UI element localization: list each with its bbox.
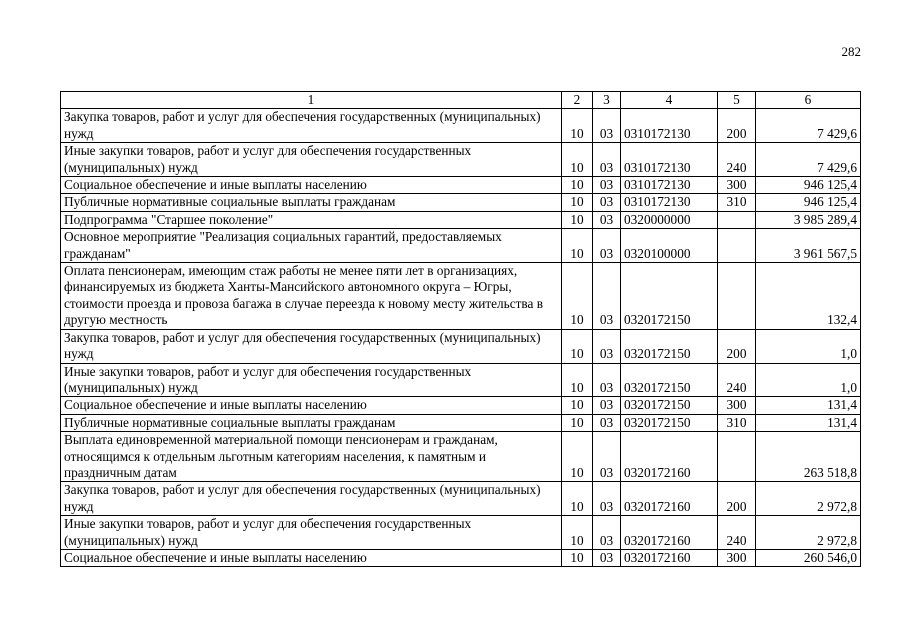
subsection-code-cell: 03 [593, 263, 621, 330]
amount-cell: 946 125,4 [756, 194, 861, 211]
target-article-cell: 0310172130 [621, 194, 718, 211]
amount-cell: 263 518,8 [756, 432, 861, 482]
target-article-cell: 0320172160 [621, 549, 718, 566]
item-name-cell: Закупка товаров, работ и услуг для обеспечения государственных (муниципальных) нужд [61, 329, 562, 363]
item-name-cell: Выплата единовременной материальной помощи пенсионерам и гражданам, относящимся к отдельным льготным категориям населения, к памятным и праздничным датам [61, 432, 562, 482]
amount-cell: 2 972,8 [756, 482, 861, 516]
section-code-cell: 10 [562, 263, 593, 330]
table-row [61, 109, 861, 143]
section-code-cell: 10 [562, 194, 593, 211]
subsection-code-cell: 03 [593, 363, 621, 397]
column-header: 1 [61, 92, 562, 109]
table-row [61, 143, 861, 177]
target-article-cell: 0320172150 [621, 263, 718, 330]
expense-type-cell: 300 [718, 397, 756, 414]
section-code-cell: 10 [562, 516, 593, 550]
expense-type-cell [718, 211, 756, 228]
section-code-cell: 10 [562, 549, 593, 566]
section-code-cell: 10 [562, 414, 593, 431]
item-name-cell: Публичные нормативные социальные выплаты гражданам [61, 414, 562, 431]
section-code-cell: 10 [562, 482, 593, 516]
target-article-cell: 0320172160 [621, 432, 718, 482]
item-name-cell: Социальное обеспечение и иные выплаты населению [61, 549, 562, 566]
table-row [61, 516, 861, 550]
page-number: 282 [841, 44, 861, 59]
item-name-cell: Публичные нормативные социальные выплаты гражданам [61, 194, 562, 211]
amount-cell: 1,0 [756, 363, 861, 397]
target-article-cell: 0320172150 [621, 397, 718, 414]
expense-type-cell [718, 263, 756, 330]
amount-cell: 946 125,4 [756, 177, 861, 194]
table-row [61, 194, 861, 211]
item-name-cell: Закупка товаров, работ и услуг для обеспечения государственных (муниципальных) нужд [61, 109, 562, 143]
table-row [61, 397, 861, 414]
target-article-cell: 0310172130 [621, 109, 718, 143]
amount-cell: 7 429,6 [756, 109, 861, 143]
subsection-code-cell: 03 [593, 329, 621, 363]
amount-cell: 132,4 [756, 263, 861, 330]
amount-cell: 2 972,8 [756, 516, 861, 550]
section-code-cell: 10 [562, 329, 593, 363]
subsection-code-cell: 03 [593, 177, 621, 194]
subsection-code-cell: 03 [593, 549, 621, 566]
amount-cell: 7 429,6 [756, 143, 861, 177]
table-row [61, 363, 861, 397]
expense-type-cell: 200 [718, 329, 756, 363]
target-article-cell: 0320172150 [621, 329, 718, 363]
item-name-cell: Социальное обеспечение и иные выплаты населению [61, 397, 562, 414]
expense-type-cell: 240 [718, 516, 756, 550]
section-code-cell: 10 [562, 177, 593, 194]
subsection-code-cell: 03 [593, 229, 621, 263]
subsection-code-cell: 03 [593, 414, 621, 431]
item-name-cell: Закупка товаров, работ и услуг для обеспечения государственных (муниципальных) нужд [61, 482, 562, 516]
table-row [61, 414, 861, 431]
item-name-cell: Социальное обеспечение и иные выплаты населению [61, 177, 562, 194]
expense-type-cell: 200 [718, 109, 756, 143]
column-header: 4 [621, 92, 718, 109]
item-name-cell: Оплата пенсионерам, имеющим стаж работы не менее пяти лет в организациях, финансируемых из бюджета Ханты-Мансийского автономного округа – Югры, стоимости проезда и провоза багажа в случае переезда к новому месту жительства в другую местность [61, 263, 562, 330]
budget-table [60, 91, 861, 567]
expense-type-cell: 240 [718, 143, 756, 177]
table-header-row [61, 92, 861, 109]
item-name-cell: Подпрограмма "Старшее поколение" [61, 211, 562, 228]
expense-type-cell [718, 229, 756, 263]
column-header: 5 [718, 92, 756, 109]
amount-cell: 131,4 [756, 414, 861, 431]
section-code-cell: 10 [562, 397, 593, 414]
target-article-cell: 0320100000 [621, 229, 718, 263]
section-code-cell: 10 [562, 211, 593, 228]
column-header: 3 [593, 92, 621, 109]
expense-type-cell: 300 [718, 549, 756, 566]
section-code-cell: 10 [562, 109, 593, 143]
subsection-code-cell: 03 [593, 516, 621, 550]
table-row [61, 229, 861, 263]
amount-cell: 131,4 [756, 397, 861, 414]
expense-type-cell: 200 [718, 482, 756, 516]
amount-cell: 260 546,0 [756, 549, 861, 566]
target-article-cell: 0320172150 [621, 414, 718, 431]
item-name-cell: Иные закупки товаров, работ и услуг для обеспечения государственных (муниципальных) нужд [61, 143, 562, 177]
expense-type-cell [718, 432, 756, 482]
table-row [61, 263, 861, 330]
expense-type-cell: 240 [718, 363, 756, 397]
item-name-cell: Основное мероприятие "Реализация социальных гарантий, предоставляемых гражданам" [61, 229, 562, 263]
section-code-cell: 10 [562, 363, 593, 397]
table-row [61, 177, 861, 194]
table-body [61, 109, 861, 567]
column-header: 6 [756, 92, 861, 109]
target-article-cell: 0320000000 [621, 211, 718, 228]
amount-cell: 3 985 289,4 [756, 211, 861, 228]
table-row [61, 432, 861, 482]
target-article-cell: 0310172130 [621, 177, 718, 194]
subsection-code-cell: 03 [593, 432, 621, 482]
target-article-cell: 0310172130 [621, 143, 718, 177]
table-row [61, 549, 861, 566]
target-article-cell: 0320172160 [621, 482, 718, 516]
section-code-cell: 10 [562, 229, 593, 263]
target-article-cell: 0320172160 [621, 516, 718, 550]
subsection-code-cell: 03 [593, 194, 621, 211]
subsection-code-cell: 03 [593, 143, 621, 177]
amount-cell: 3 961 567,5 [756, 229, 861, 263]
section-code-cell: 10 [562, 143, 593, 177]
subsection-code-cell: 03 [593, 211, 621, 228]
table-row [61, 482, 861, 516]
table-row [61, 211, 861, 228]
expense-type-cell: 300 [718, 177, 756, 194]
item-name-cell: Иные закупки товаров, работ и услуг для обеспечения государственных (муниципальных) нужд [61, 516, 562, 550]
expense-type-cell: 310 [718, 414, 756, 431]
amount-cell: 1,0 [756, 329, 861, 363]
target-article-cell: 0320172150 [621, 363, 718, 397]
subsection-code-cell: 03 [593, 482, 621, 516]
subsection-code-cell: 03 [593, 109, 621, 143]
item-name-cell: Иные закупки товаров, работ и услуг для обеспечения государственных (муниципальных) нужд [61, 363, 562, 397]
column-header: 2 [562, 92, 593, 109]
section-code-cell: 10 [562, 432, 593, 482]
expense-type-cell: 310 [718, 194, 756, 211]
subsection-code-cell: 03 [593, 397, 621, 414]
table-row [61, 329, 861, 363]
